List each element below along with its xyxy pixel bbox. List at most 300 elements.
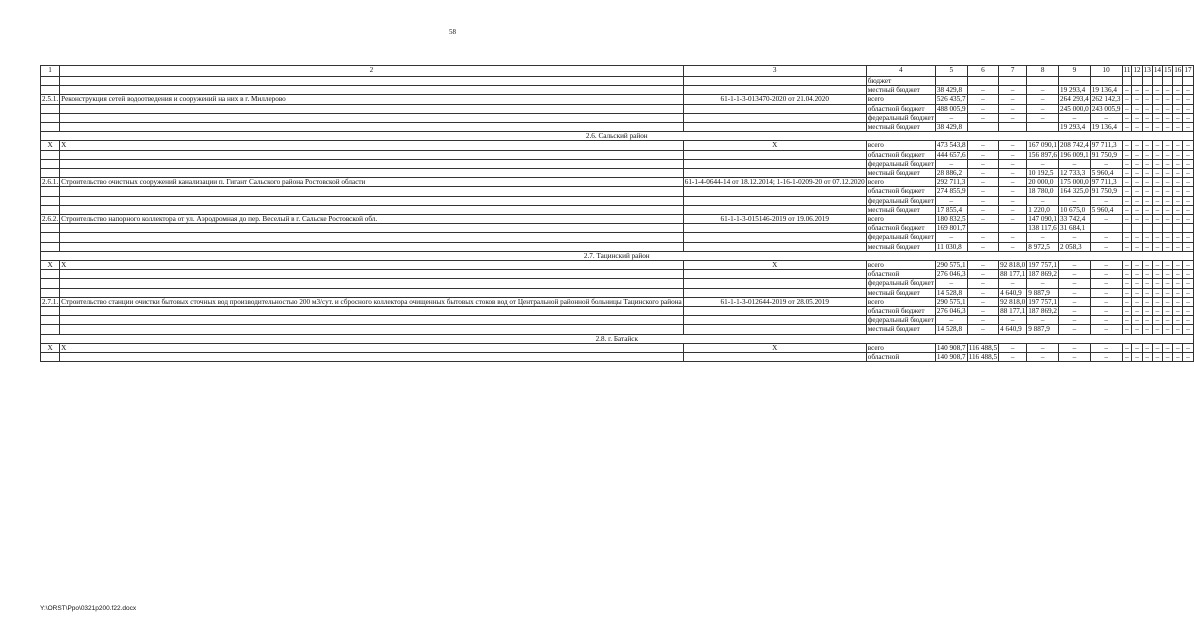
table-row [41,316,1194,325]
amount-cell: – [1122,215,1132,224]
amount-cell: 1 220,0 [1027,205,1059,214]
amount-cell [1122,77,1132,86]
funding-source: местный бюджет [866,325,935,334]
table-row [41,297,1194,306]
amount-cell: – [1163,288,1173,297]
table-row [41,104,1194,113]
amount-cell: – [967,233,998,242]
amount-cell: – [1183,141,1193,150]
amount-cell: – [967,150,998,159]
amount-cell: 116 488,5 [968,353,998,362]
amount-cell: – [1122,279,1132,288]
amount-cell: – [1163,141,1173,150]
amount-cell [1152,224,1162,233]
amount-cell: – [1173,288,1183,297]
amount-cell [1173,77,1183,86]
amount-cell: – [1059,270,1091,279]
item-number [41,205,60,214]
amount-cell: – [1142,233,1152,242]
amount-cell: – [1173,215,1183,224]
object-name: Х [60,141,684,150]
amount-cell: – [1142,196,1152,205]
funding-source: местный бюджет [866,288,935,297]
amount-cell: – [1142,178,1152,187]
amount-cell: – [1132,261,1142,270]
table-row [41,325,1194,334]
amount-cell: – [1163,307,1173,316]
amount-cell: – [1163,178,1173,187]
funding-source: областной бюджет [866,150,935,159]
amount-cell: – [1090,159,1122,168]
amount-cell: – [1132,196,1142,205]
amount-cell: – [1173,316,1183,325]
amount-cell: 10 192,5 [1027,169,1059,178]
amount-cell: – [967,159,998,168]
object-name [60,104,684,113]
amount-cell: 5 960,4 [1090,205,1122,214]
amount-cell [1163,77,1173,86]
expertise-ref: 61-1-1-3-015146-2019 от 19.06.2019 [683,215,866,224]
amount-cell: – [1163,196,1173,205]
amount-cell: – [1132,123,1142,132]
amount-cell: – [1183,215,1193,224]
expertise-ref [683,104,866,113]
amount-cell: – [1059,325,1091,334]
amount-cell: – [967,95,998,104]
amount-cell: 11 030,8 [935,242,967,251]
amount-cell: 274 855,9 [936,187,966,196]
amount-cell: – [1132,169,1142,178]
amount-cell: – [935,113,967,122]
funding-source: всего [866,261,935,270]
amount-cell: – [1152,95,1162,104]
expertise-ref: 61-1-1-3-013470-2020 от 21.04.2020 [683,95,866,104]
amount-cell: – [1142,123,1152,132]
amount-cell: 9 887,9 [1027,325,1059,334]
amount-cell: 196 009,1 [1060,150,1089,159]
column-number: 8 [1027,66,1059,77]
amount-cell: – [1163,205,1173,214]
amount-cell: – [1132,215,1142,224]
amount-cell: – [1059,297,1091,306]
amount-cell: – [1122,113,1132,122]
amount-cell: – [1152,353,1162,362]
amount-cell: 19 136,4 [1090,123,1122,132]
item-number [41,196,60,205]
table-row [41,169,1194,178]
object-name [60,205,684,214]
table-row [41,307,1194,316]
amount-cell: 116 488,5 [968,343,998,352]
amount-cell: – [1183,150,1193,159]
amount-cell: 156 897,6 [1028,150,1058,159]
funding-source: федеральный бюджет [867,316,934,325]
amount-cell: – [967,215,998,224]
amount-cell: 197 757,1 [1028,297,1058,306]
item-number [41,159,60,168]
funding-source: областной бюджет [866,187,935,196]
amount-cell: – [1122,196,1132,205]
amount-cell: 4 640,9 [999,288,1027,297]
amount-cell: – [967,288,998,297]
amount-cell: – [1132,113,1142,122]
amount-cell: – [1152,123,1162,132]
amount-cell: – [1132,233,1142,242]
amount-cell: – [1132,159,1142,168]
amount-cell: – [1122,150,1132,159]
expertise-ref [683,316,866,325]
amount-cell: – [1122,159,1132,168]
amount-cell: 2 058,3 [1059,242,1091,251]
amount-cell: – [1163,261,1173,270]
item-number [41,123,60,132]
amount-cell: – [1152,279,1162,288]
amount-cell: 33 742,4 [1059,215,1091,224]
column-number: 7 [999,66,1027,77]
amount-cell: – [967,187,998,196]
amount-cell: – [1183,123,1193,132]
amount-cell: – [999,279,1027,288]
item-number: 2.7.1. [42,297,59,306]
amount-cell: – [999,233,1027,242]
expertise-ref: 61-1-4-0644-14 от 18.12.2014; 1-16-1-0209-20 от 07.12.2020 [684,178,865,187]
amount-cell: – [1132,270,1142,279]
amount-cell: – [1173,159,1183,168]
column-number: 4 [866,66,935,77]
amount-cell [1132,77,1142,86]
amount-cell [1090,77,1122,86]
object-name: Строительство станции очистки бытовых сточных вод производительностью 200 м3/сут. и сбросного коллектора очищенных бытовых стоков вод от Центральной районной больницы Тацинского района [61,297,682,306]
amount-cell: 14 528,8 [935,325,967,334]
amount-cell: – [1122,178,1132,187]
funding-source: местный бюджет [866,169,935,178]
item-number [41,307,60,316]
amount-cell: 526 435,7 [936,95,966,104]
funding-source: местный бюджет [866,205,935,214]
amount-cell: – [967,325,998,334]
amount-cell: – [1163,187,1173,196]
amount-cell [1027,77,1059,86]
object-name: Х [60,261,684,270]
column-number: 10 [1090,66,1122,77]
item-number [41,242,60,251]
item-number: 2.6.2. [42,215,59,224]
amount-cell: 187 869,2 [1028,307,1058,316]
amount-cell: – [1027,353,1059,362]
amount-cell: – [1173,242,1183,251]
item-number [41,233,60,242]
amount-cell: – [1142,242,1152,251]
amount-cell: – [967,113,998,122]
object-name [60,169,684,178]
amount-cell: – [1059,343,1091,352]
item-number [41,270,60,279]
amount-cell: – [999,86,1027,95]
amount-cell: – [1173,279,1183,288]
expertise-ref [683,270,866,279]
amount-cell: – [1090,288,1122,297]
amount-cell: 97 711,3 [1090,141,1122,150]
funding-source: всего [866,343,935,352]
object-name [60,224,684,233]
amount-cell: 187 869,2 [1028,270,1058,279]
amount-cell: 164 325,0 [1060,187,1089,196]
amount-cell: – [1132,86,1142,95]
object-name [60,113,684,122]
amount-cell: – [935,159,967,168]
funding-source: всего [866,95,935,104]
object-name [60,279,684,288]
table-row [41,113,1194,122]
object-name: Строительство очистных сооружений канализации п. Гигант Сальского района Ростовской области [60,178,684,187]
amount-cell: 12 733,3 [1059,169,1091,178]
amount-cell: – [999,178,1027,187]
amount-cell: – [1122,104,1132,113]
amount-cell: 19 293,4 [1059,123,1091,132]
amount-cell: 167 090,1 [1028,141,1058,150]
funding-source: федеральный бюджет [867,113,934,122]
amount-cell: 8 972,5 [1027,242,1059,251]
amount-cell: – [1122,307,1132,316]
amount-cell: – [1152,159,1162,168]
amount-cell: – [1173,150,1183,159]
amount-cell: 19 136,4 [1090,86,1122,95]
amount-cell [1163,224,1173,233]
expertise-ref: 61-1-1-3-012644-2019 от 28.05.2019 [683,297,866,306]
amount-cell: – [1122,353,1132,362]
expertise-ref [683,113,866,122]
page-number: 58 [449,28,456,36]
item-number [41,288,60,297]
amount-cell: – [1163,86,1173,95]
amount-cell: – [1163,343,1173,352]
amount-cell [1152,77,1162,86]
funding-source: всего [866,178,935,187]
column-number: 6 [967,66,998,77]
amount-cell: – [1173,233,1183,242]
amount-cell: – [1132,205,1142,214]
table-row [41,288,1194,297]
amount-cell: – [1173,343,1183,352]
amount-cell: – [1152,261,1162,270]
expertise-ref [683,233,866,242]
object-name: Реконструкция сетей водоотведения и сооружений на них в г. Миллерово [60,95,684,104]
amount-cell: 488 005,9 [936,104,966,113]
amount-cell: – [1090,316,1122,325]
amount-cell: – [999,159,1027,168]
amount-cell: – [1132,242,1142,251]
amount-cell: – [1132,353,1142,362]
amount-cell: – [1142,261,1152,270]
amount-cell: 473 543,8 [936,141,966,150]
amount-cell: 292 711,3 [936,178,966,187]
amount-cell: – [1183,233,1193,242]
amount-cell: – [999,353,1027,362]
amount-cell: – [1183,307,1193,316]
amount-cell: 38 429,8 [935,86,967,95]
object-name: Строительство напорного коллектора от ул. Аэродромная до пер. Веселый в г. Сальске Ростовской обл. [60,215,684,224]
funding-source: федеральный бюджет [867,233,934,242]
amount-cell: 92 818,0 [1000,261,1026,270]
table-row [41,242,1194,251]
amount-cell: – [1152,215,1162,224]
amount-cell: – [1090,242,1122,251]
expertise-ref [683,353,866,362]
object-name [60,307,684,316]
amount-cell: – [1142,288,1152,297]
amount-cell: – [1122,233,1132,242]
item-number [41,86,60,95]
column-number: 2 [60,66,684,77]
amount-cell: – [1142,187,1152,196]
amount-cell: – [1132,178,1142,187]
amount-cell: – [1122,205,1132,214]
amount-cell: – [1027,86,1059,95]
item-number: Х [41,261,60,270]
amount-cell: – [1142,343,1152,352]
amount-cell [999,224,1027,233]
amount-cell: 262 142,3 [1091,95,1121,104]
object-name [60,325,684,334]
amount-cell [967,77,998,86]
table-row [41,343,1194,352]
amount-cell: – [1152,297,1162,306]
amount-cell: – [1152,187,1162,196]
amount-cell: – [999,187,1027,196]
amount-cell [967,224,998,233]
amount-cell: – [999,150,1027,159]
amount-cell: – [967,307,998,316]
amount-cell: – [1152,178,1162,187]
amount-cell: – [1173,270,1183,279]
amount-cell: – [1163,316,1173,325]
amount-cell: 180 832,5 [936,215,966,224]
object-name [60,123,684,132]
section-title: 2.7. Тацинский район [41,251,1194,260]
amount-cell: – [1163,104,1173,113]
funding-source: областной [866,270,935,279]
amount-cell: – [1173,307,1183,316]
amount-cell: – [967,178,998,187]
table-row [41,123,1194,132]
amount-cell: – [1132,307,1142,316]
section-row [41,334,1194,343]
amount-cell: – [1059,233,1091,242]
file-path-footer: Y:\ORST\Ppo\0321p200.f22.docx [40,605,137,612]
amount-cell: 276 046,3 [936,307,966,316]
amount-cell: – [1183,187,1193,196]
amount-cell: – [1163,95,1173,104]
column-number: 12 [1132,66,1142,77]
table-row [41,150,1194,159]
expertise-ref [683,224,866,233]
program-table [40,65,1194,362]
amount-cell: – [1173,187,1183,196]
amount-cell: – [1163,169,1173,178]
column-number: 9 [1059,66,1091,77]
amount-cell: – [1027,233,1059,242]
amount-cell: – [1183,353,1193,362]
amount-cell: – [1142,95,1152,104]
column-number: 11 [1122,66,1132,77]
amount-cell: 5 960,4 [1090,169,1122,178]
amount-cell: – [1173,104,1183,113]
table-row [41,215,1194,224]
amount-cell: – [1142,150,1152,159]
amount-cell: – [1163,353,1173,362]
amount-cell: 88 177,1 [1000,270,1026,279]
table-row [41,353,1194,362]
funding-source: бюджет [866,77,935,86]
amount-cell: – [1132,104,1142,113]
amount-cell: 28 886,2 [935,169,967,178]
object-name [60,233,684,242]
amount-cell: 243 005,9 [1091,104,1121,113]
amount-cell: – [935,316,967,325]
expertise-ref [683,242,866,251]
funding-source: местный бюджет [866,242,935,251]
amount-cell [1173,224,1183,233]
amount-cell: 140 908,7 [936,353,966,362]
amount-cell: – [1152,242,1162,251]
amount-cell: – [967,316,998,325]
item-number [41,77,60,86]
amount-cell: – [1163,297,1173,306]
item-number [41,279,60,288]
column-number: 17 [1183,66,1193,77]
amount-cell: – [1183,279,1193,288]
amount-cell [1142,77,1152,86]
amount-cell: – [1163,215,1173,224]
amount-cell [999,77,1027,86]
amount-cell: – [1152,169,1162,178]
amount-cell: 91 750,9 [1090,150,1122,159]
amount-cell: 245 000,0 [1060,104,1089,113]
amount-cell: – [1152,288,1162,297]
expertise-ref [683,205,866,214]
amount-cell: – [1122,270,1132,279]
amount-cell: – [1152,104,1162,113]
amount-cell: – [1059,279,1091,288]
expertise-ref [683,288,866,297]
amount-cell: – [999,113,1027,122]
item-number [41,187,60,196]
amount-cell: – [1163,270,1173,279]
amount-cell: – [1122,187,1132,196]
amount-cell: – [1183,261,1193,270]
amount-cell: – [1142,205,1152,214]
amount-cell: – [967,205,998,214]
object-name [60,270,684,279]
amount-cell: – [1122,242,1132,251]
amount-cell: – [1027,159,1059,168]
amount-cell: – [1173,123,1183,132]
amount-cell: – [967,141,998,150]
section-title: 2.6. Сальский район [41,132,1194,141]
item-number [41,224,60,233]
amount-cell: – [967,104,998,113]
amount-cell: – [1142,325,1152,334]
column-number: 1 [41,66,60,77]
amount-cell: – [1163,325,1173,334]
amount-cell: – [1027,316,1059,325]
table-row [41,233,1194,242]
table-row [41,261,1194,270]
amount-cell: – [1090,325,1122,334]
expertise-ref [683,159,866,168]
amount-cell: – [1132,297,1142,306]
table-row [41,187,1194,196]
